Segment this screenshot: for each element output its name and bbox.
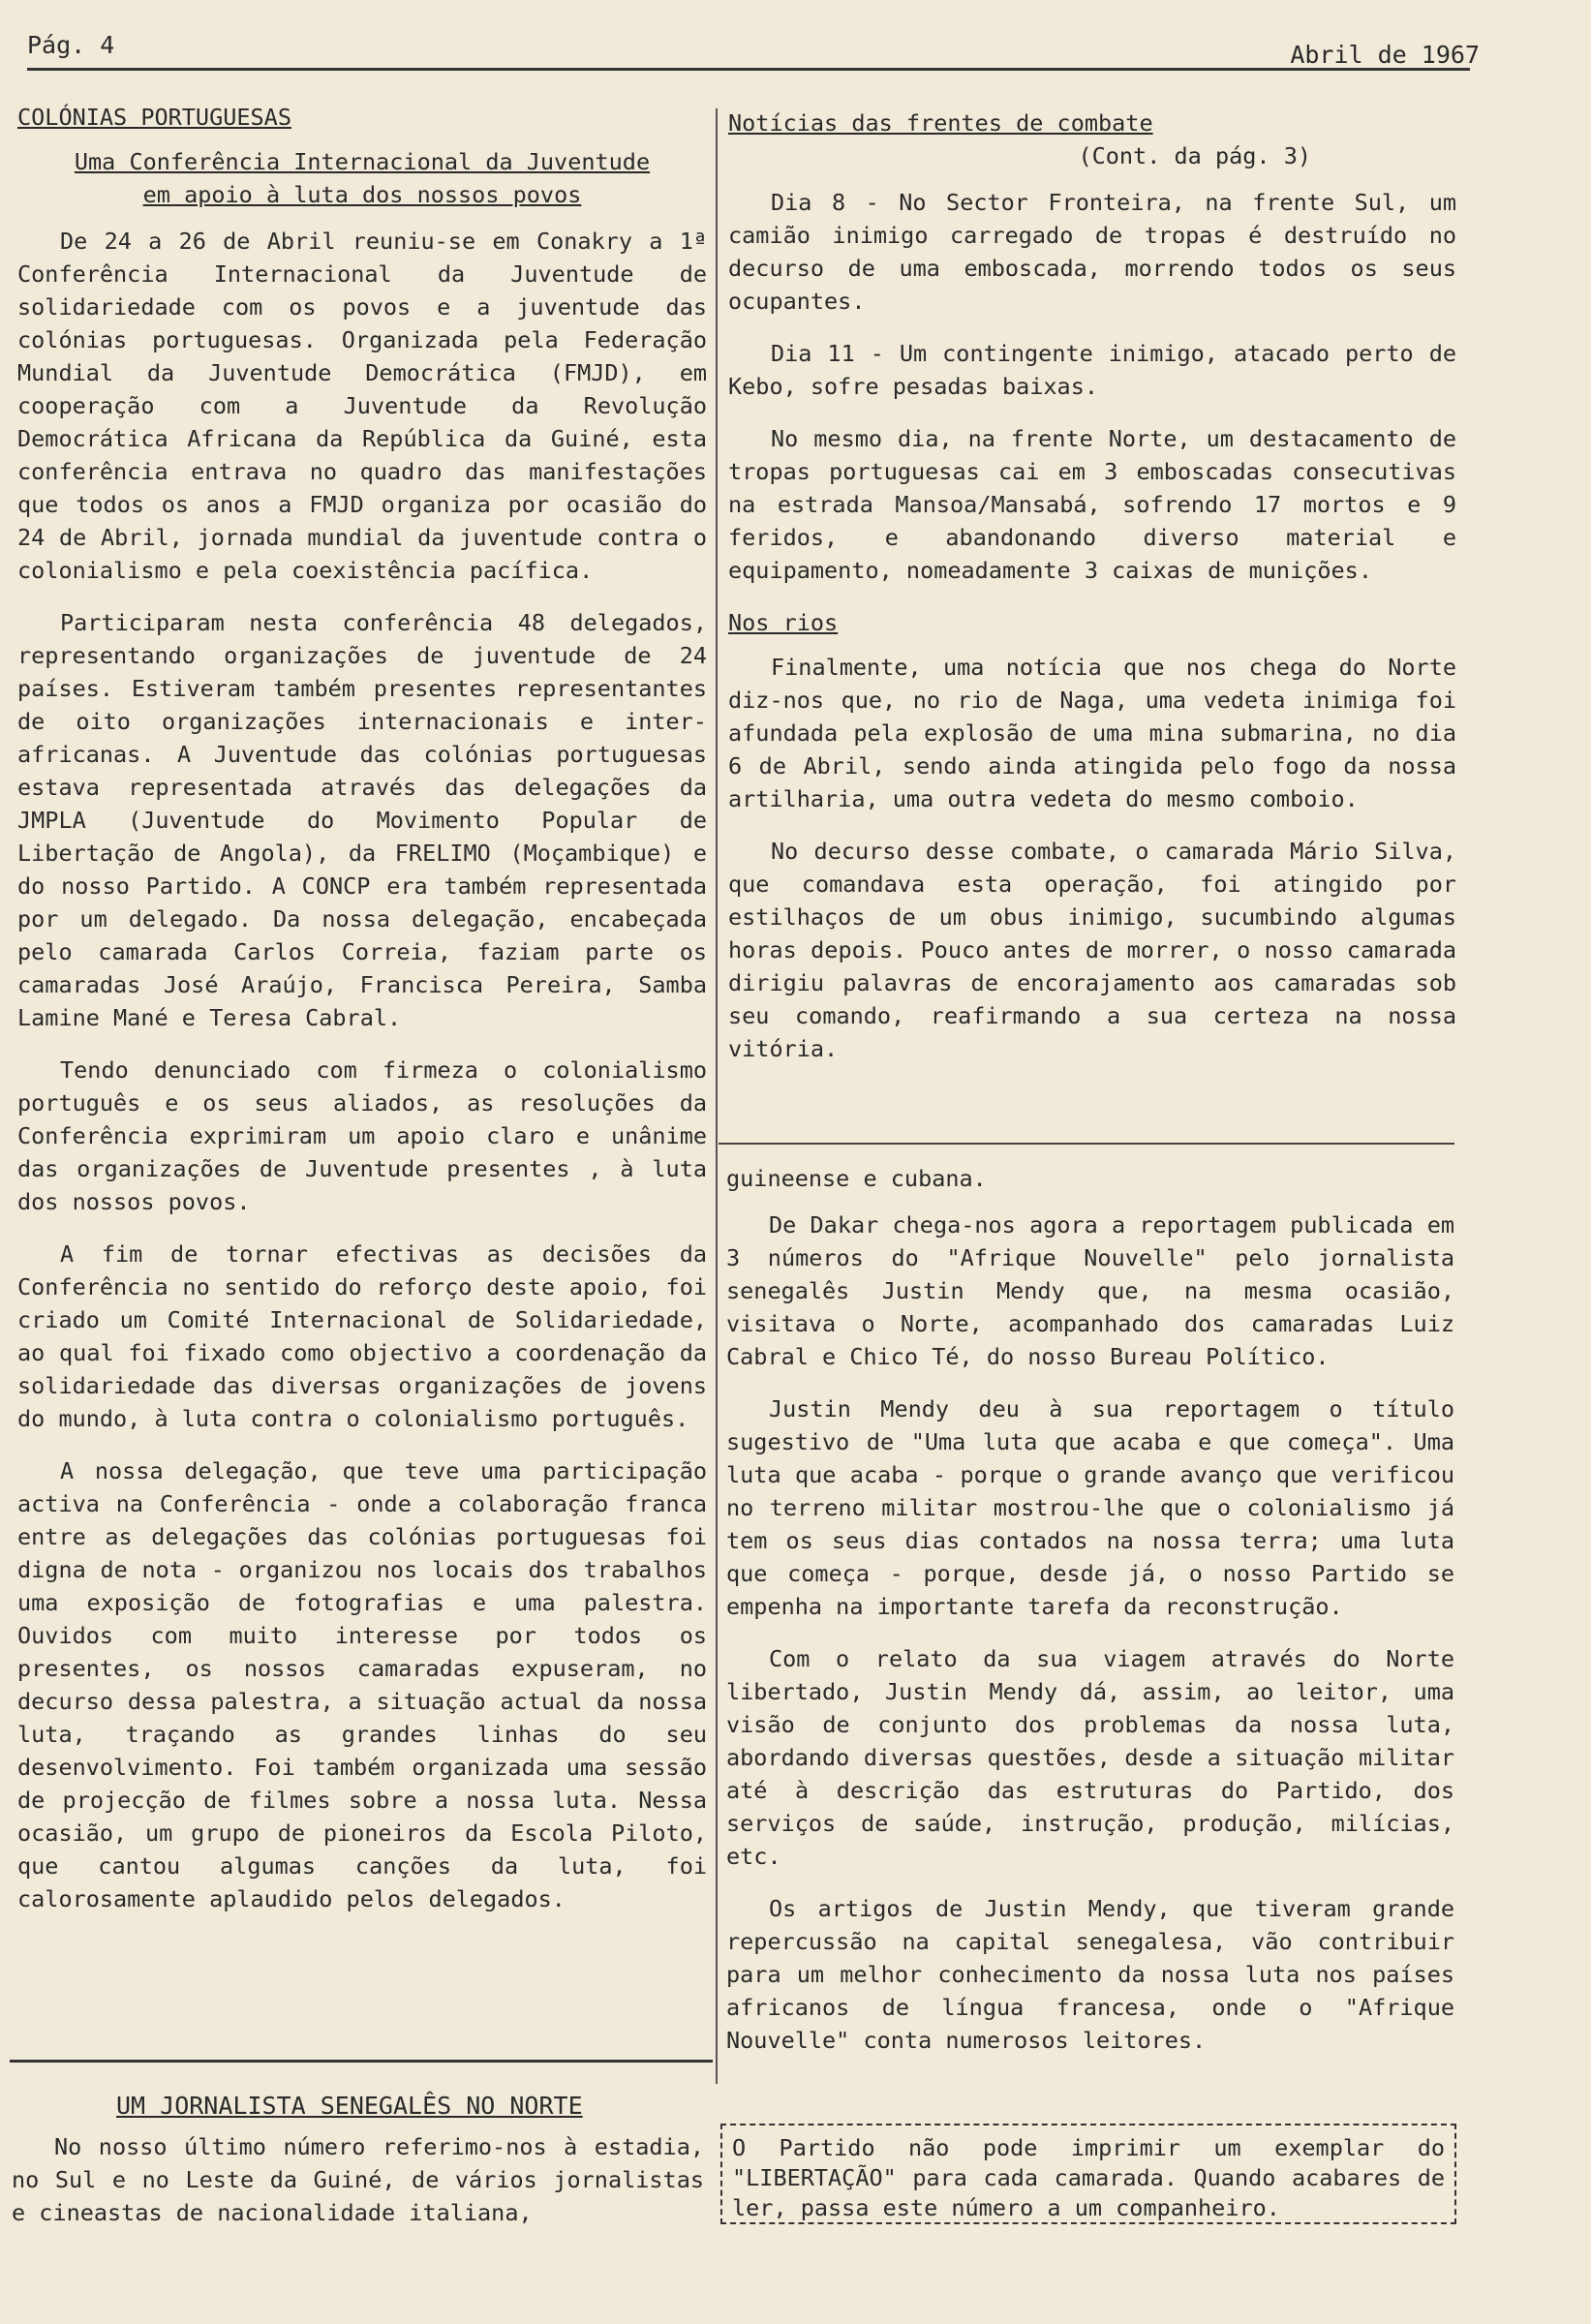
news-paragraph: No mesmo dia, na frente Norte, um destacamento de tropas portuguesas cai em 3 emboscadas consecutivas na estrada Mansoa/Mansabá, sofrendo 17 mortos e 9 feridos, e abandonando diverso material e equipamento, nomeadamente 3 caixas de munições. [728, 425, 1456, 584]
headline-line-1: Uma Conferência Internacional da Juventude [74, 148, 651, 175]
continuation-fragment: guineense e cubana. [726, 1165, 987, 1192]
article-paragraph: A nossa delegação, que teve uma participação activa na Conferência - onde a colaboração franca entre as delegações das colónias portuguesas foi digna de nota - organizou nos locais dos trabalhos uma exposição de fotografias e uma palestra. Ouvidos com muito interesse por todos os presentes, os nossos camaradas expuseram, no decurso dessa palestra, a situação actual da nossa luta, traçando as grandes linhas do seu desenvolvimento. Foi também organizada uma sessão de projecção de filmes sobre a nossa luta. Nessa ocasião, um grupo de pioneiros da Escola Piloto, que cantou algumas canções da luta, foi calorosamente aplaudido pelos delegados. [17, 1457, 707, 1912]
continued-note: (Cont. da pág. 3) [1078, 142, 1311, 169]
page-number: Pág. 4 [27, 31, 115, 59]
header-rule [27, 68, 1470, 71]
column-divider [716, 108, 718, 2084]
headline-line-2: em apoio à luta dos nossos povos [142, 181, 582, 208]
article-paragraph: De 24 a 26 de Abril reuniu-se em Conakry a 1ª Conferência Internacional da Juventude de solidariedade com os povos e a juventude das colónias portuguesas. Organizada pela Federação Mundial da Juventude Democrática (FMJD), em cooperação com a Juventude da Revolução Democrática Africana da República da Guiné, esta conferência entrava no quadro das manifestações que todos os anos a FMJD organiza por ocasião do 24 de Abril, jornada mundial da juventude contra o colonialismo e pela coexistência pacífica. [17, 228, 707, 584]
news-paragraph: No decurso desse combate, o camarada Mário Silva, que comandava esta operação, foi atingido por estilhaços de um obus inimigo, sucumbindo algumas horas depois. Pouco antes de morrer, o nosso camarada dirigiu palavras de encorajamento aos camaradas sob seu comando, reafirmando a sua certeza na nossa vitória. [728, 838, 1456, 1062]
journalist-paragraph: Com o relato da sua viagem através do Norte libertado, Justin Mendy dá, assim, ao leitor, uma visão de conjunto dos problemas da nossa luta, abordando diversas questões, desde a situação militar até à descrição das estruturas do Partido, dos serviços de saúde, instrução, produção, milícias, etc. [726, 1645, 1454, 1870]
news-paragraph: Finalmente, uma notícia que nos chega do Norte diz-nos que, no rio de Naga, uma vedeta inimiga foi afundada pela explosão de uma mina submarina, no dia 6 de Abril, sendo ainda atingida pelo fogo da nossa artilharia, uma outra vedeta do mesmo comboio. [728, 654, 1456, 812]
article-paragraph: A fim de tornar efectivas as decisões da Conferência no sentido do reforço deste apoio, foi criado um Comité Internacional de Solidariedade, ao qual foi fixado como objectivo a coordenação da solidariedade das diversas organizações de jovens do mundo, à luta contra o colonialismo português. [17, 1240, 707, 1432]
notice-box: O Partido não pode imprimir um exemplar do "LIBERTAÇÃO" para cada camarada. Quando acabares de ler, passa este número a um companheiro. [720, 2124, 1456, 2224]
subsection-title: Nos rios [728, 609, 839, 636]
right-column [728, 107, 1456, 1085]
section-title: COLÓNIAS PORTUGUESAS [17, 104, 291, 131]
left-column [17, 101, 707, 1935]
journalist-continuation [726, 1162, 1454, 2076]
bottom-separator [10, 2060, 713, 2063]
journalist-paragraph: Os artigos de Justin Mendy, que tiveram grande repercussão na capital senegalesa, vão contribuir para um melhor conhecimento da nossa luta nos países africanos de língua francesa, onde o "Afrique Nouvelle" conta numerosos leitores. [726, 1895, 1454, 2054]
journalist-paragraph: Justin Mendy deu à sua reportagem o título sugestivo de "Uma luta que acaba e que começa". Uma luta que acaba - porque o grande avanço que verificou no terreno militar mostrou-lhe que o colonialismo já tem os seus dias contados na nossa terra; uma luta que começa - porque, desde já, o nosso Partido se empenha na importante tarefa da reconstrução. [726, 1395, 1454, 1620]
article-paragraph: Tendo denunciado com firmeza o colonialismo português e os seus aliados, as resoluções da Conferência exprimiram um apoio claro e unânime das organizações de Juventude presentes , à luta dos nossos povos. [17, 1056, 707, 1215]
article-separator [719, 1143, 1454, 1145]
news-paragraph: Dia 11 - Um contingente inimigo, atacado perto de Kebo, sofre pesadas baixas. [728, 340, 1456, 400]
journalist-intro: No nosso último número referimo-nos à estadia, no Sul e no Leste da Guiné, de vários jornalistas e cineastas de nacionalidade italiana, [12, 2133, 704, 2226]
news-paragraph: Dia 8 - No Sector Fronteira, na frente Sul, um camião inimigo carregado de tropas é destruído no decurso de uma emboscada, morrendo todos os seus ocupantes. [728, 189, 1456, 315]
page-header [27, 31, 1480, 69]
section-title-news: Notícias das frentes de combate [728, 109, 1153, 137]
article-paragraph: Participaram nesta conferência 48 delegados, representando organizações de juventude de 24 países. Estiveram também presentes representantes de oito organizações internacionais e inter-africanas. A Juventude das colónias portuguesas estava representada através das delegações da JMPLA (Juventude do Movimento Popular de Libertação de Angola), da FRELIMO (Moçambique) e do nosso Partido. A CONCP era também representada por um delegado. Da nossa delegação, encabeçada pelo camarada Carlos Correia, faziam parte os camaradas José Araújo, Francisca Pereira, Samba Lamine Mané e Teresa Cabral. [17, 609, 707, 1031]
issue-date: Abril de 1967 [1290, 41, 1480, 69]
journalist-paragraph: De Dakar chega-nos agora a reportagem publicada em 3 números do "Afrique Nouvelle" pelo jornalista senegalês Justin Mendy que, na mesma ocasião, visitava o Norte, acompanhado dos camaradas Luiz Cabral e Chico Té, do nosso Bureau Político. [726, 1211, 1454, 1370]
journalist-article [12, 2130, 704, 2248]
article-headline [17, 145, 707, 211]
journalist-headline: UM JORNALISTA SENEGALÊS NO NORTE [116, 2092, 583, 2120]
